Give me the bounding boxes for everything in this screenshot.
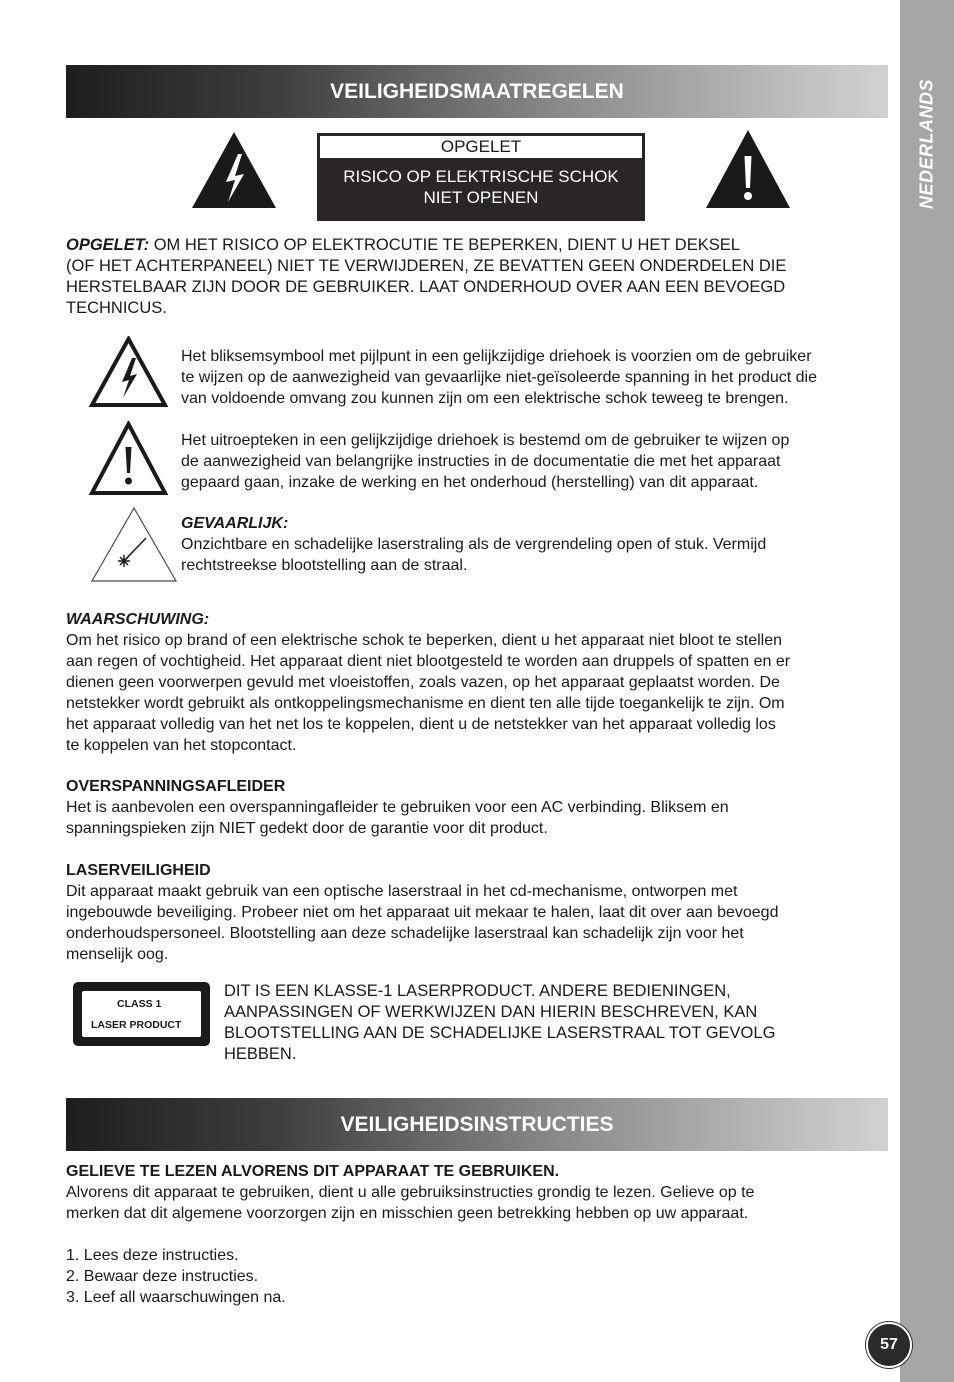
electric-shock-warning-box [317,133,645,221]
description-line: Het bliksemsymbool met pijlpunt in een gelijkzijdige driehoek is voorzien om de gebruiker [181,348,812,365]
caution-line: TECHNICUS. [66,299,167,317]
section-title-safety-instructions: VEILIGHEIDSINSTRUCTIES [66,1098,888,1151]
class1-label-line1: CLASS 1 [117,998,162,1010]
lightning-triangle-icon [190,130,278,210]
caution-text: OM HET RISICO OP ELEKTROCUTIE TE BEPERKEN, DIENT U HET DEKSEL [153,236,740,254]
exclamation-triangle-outline-icon [89,421,168,496]
instructions-intro-line: Alvorens dit apparaat te gebruiken, dient u alle gebruiksinstructies grondig te lezen. Gelieve op te [66,1184,755,1201]
page-number: 57 [866,1322,912,1368]
class1-notice-line: AANPASSINGEN OF WERKWIJZEN DAN HIERIN BESCHREVEN, KAN [224,1003,758,1021]
class1-notice-line: BLOOTSTELLING AAN DE SCHADELIJKE LASERSTRAAL TOT GEVOLG [224,1024,776,1042]
warning-line: dienen geen voorwerpen gevuld met vloeistoffen, zoals vazen, op het apparaat geplaatst worden. De [66,674,780,691]
laser-safety-line: onderhoudspersoneel. Blootstelling aan deze schadelijke laserstraal kan schadelijk zijn voor het [66,925,744,942]
laser-symbol-description [181,513,891,576]
class1-label-inner [82,991,201,1037]
warning-box-header: OPGELET [320,136,642,158]
warning-box-body [318,160,644,208]
exclamation-symbol-description [181,430,891,493]
description-line: van voldoende omvang zou kunnen zijn om een elektrische schok teweeg te brengen. [181,390,789,407]
laser-warning-triangle-icon [90,506,178,584]
surge-protector-section [66,776,896,839]
list-item: 2. Bewaar deze instructies. [66,1268,259,1285]
warning-line: te koppelen van het stopcontact. [66,737,297,754]
exclamation-triangle-icon [704,128,792,210]
language-label: NEDERLANDS [916,78,937,210]
warning-line: aan regen of vochtigheid. Het apparaat dient niet blootgesteld te worden aan druppels of spatten en er [66,653,791,670]
description-line: te wijzen op de aanwezigheid van gevaarlijke niet-geïsoleerde spanning in het product die [181,369,817,386]
laser-safety-line: menselijk oog. [66,946,169,963]
class1-notice-line: DIT IS EEN KLASSE-1 LASERPRODUCT. ANDERE BEDIENINGEN, [224,982,731,1000]
section-title-safety-precautions: VEILIGHEIDSMAATREGELEN [66,65,888,118]
laser-danger-title: GEVAARLIJK: [181,515,289,532]
warning-section [66,609,896,756]
description-line: de aanwezigheid van belangrijke instructies in de documentatie die met het apparaat [181,453,781,470]
caution-line: HERSTELBAAR ZIJN DOOR DE GEBRUIKER. LAAT ONDERHOUD OVER AAN EEN BEVOEGD [66,278,786,296]
class1-notice-line: HEBBEN. [224,1045,297,1063]
laser-safety-line: Dit apparaat maakt gebruik van een optische laserstraal in het cd-mechanisme, ontworpen met [66,883,738,900]
list-item: 3. Leef all waarschuwingen na. [66,1289,286,1306]
lightning-symbol-description [181,346,891,409]
list-item: 1. Lees deze instructies. [66,1247,239,1264]
description-line: Het uitroepteken in een gelijkzijdige driehoek is bestemd om de gebruiker te wijzen op [181,432,790,449]
instructions-list [66,1245,666,1308]
surge-title: OVERSPANNINGSAFLEIDER [66,778,286,795]
caution-line: (OF HET ACHTERPANEEL) NIET TE VERWIJDEREN, ZE BEVATTEN GEEN ONDERDELEN DIE [66,257,787,275]
lightning-triangle-outline-icon [89,336,168,408]
surge-line: Het is aanbevolen een overspanningafleider te gebruiken voor een AC verbinding. Bliksem en [66,799,729,816]
instructions-intro-line: merken dat dit algemene voorzorgen zijn en misschien geen betrekking hebben op uw apparaat. [66,1205,749,1222]
warning-title: WAARSCHUWING: [66,611,210,628]
caution-paragraph [66,235,888,319]
instructions-intro [66,1161,896,1224]
class1-notice [224,981,884,1065]
description-line: rechtstreekse blootstelling aan de straal. [181,557,468,574]
warning-box-line2: NIET OPENEN [423,188,539,207]
warning-line: Om het risico op brand of een elektrische schok te beperken, dient u het apparaat niet bloot te stellen [66,632,782,649]
warning-box-line1: RISICO OP ELEKTRISCHE SCHOK [343,167,619,186]
warning-line: het apparaat volledig van het net los te koppelen, dient u de netstekker van het apparaat volledig los [66,716,776,733]
laser-safety-title: LASERVEILIGHEID [66,862,211,879]
class1-laser-label [73,982,210,1046]
instructions-subtitle: GELIEVE TE LEZEN ALVORENS DIT APPARAAT TE GEBRUIKEN. [66,1163,560,1180]
laser-safety-section [66,860,896,965]
description-line: gepaard gaan, inzake de werking en het onderhoud (herstelling) van dit apparaat. [181,474,759,491]
caution-label: OPGELET: [66,236,150,254]
description-line: Onzichtbare en schadelijke laserstraling als de vergrendeling open of stuk. Vermijd [181,536,767,553]
laser-safety-line: ingebouwde beveiliging. Probeer niet om het apparaat uit mekaar te halen, laat dit over aan bevoegd [66,904,779,921]
warning-line: netstekker wordt gebruikt als ontkoppelingsmechanisme en dient ten alle tijde toegankelijk te zijn. Om [66,695,785,712]
class1-label-line2: LASER PRODUCT [91,1019,182,1031]
surge-line: spanningspieken zijn NIET gedekt door de garantie voor dit product. [66,820,548,837]
